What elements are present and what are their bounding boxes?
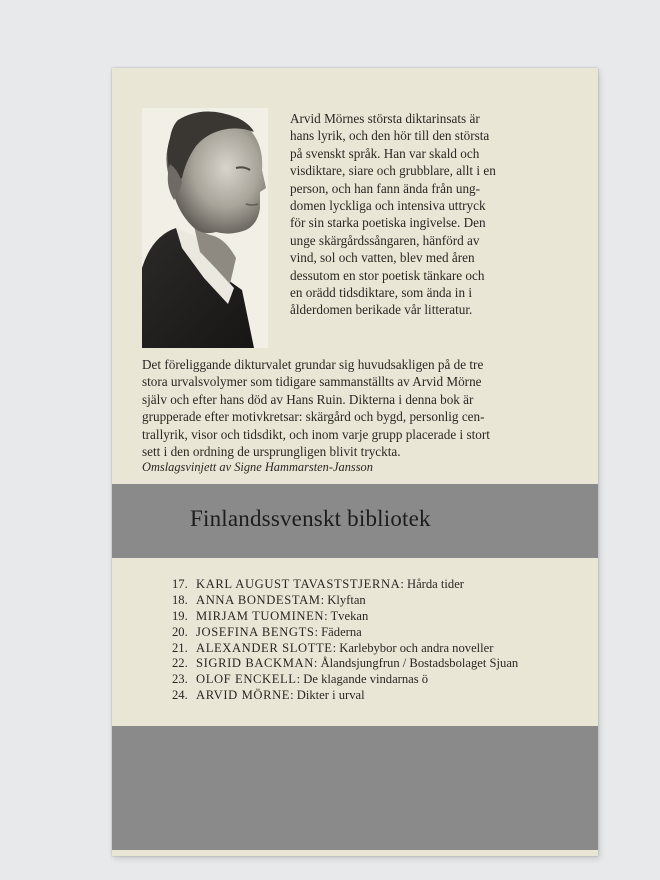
bio-line: ålderdomen berikade vår litteratur. [290, 302, 473, 318]
item-author: MIRJAM TUOMINEN [196, 608, 325, 623]
bio-line: Arvid Mörnes största diktarinsats är [290, 111, 480, 126]
item-author: ANNA BONDESTAM [196, 592, 321, 607]
description-line: sett i den ordning de ursprungligen blivit tryckta. [142, 444, 401, 460]
series-title-list [172, 577, 518, 704]
bio-line: unge skärgårdssångaren, hänförd av [290, 232, 480, 248]
description-line: trallyrik, visor och tidsdikt, och inom varje grupp placerade i stort [142, 426, 490, 442]
description-line: stora urvalsvolymer som tidigare sammanställts av Arvid Mörne [142, 374, 482, 390]
list-item: 17. KARL AUGUST TAVASTSTJERNA: Hårda tider [172, 577, 464, 591]
item-title: Hårda tider [407, 577, 464, 591]
list-item: 22. SIGRID BACKMAN: Ålandsjungfrun / Bostadsbolaget Sjuan [172, 656, 519, 671]
item-number: 21. [172, 640, 188, 655]
item-title: Karlebybor och andra noveller [339, 640, 494, 655]
list-item: 24. ARVID MÖRNE: Dikter i urval [172, 688, 365, 703]
bio-line: domen lyckliga och intensiva uttryck [290, 198, 486, 214]
description-line: grupperade efter motivkretsar: skärgård och bygd, personlig cen- [142, 409, 485, 425]
item-title: Dikter i urval [296, 688, 365, 703]
list-item: 21. ALEXANDER SLOTTE: Karlebybor och andra noveller [172, 640, 494, 655]
author-bio-text [290, 110, 582, 319]
item-title: Klyftan [327, 592, 366, 607]
bio-line: en orädd tidsdiktare, som ända in i [290, 285, 473, 301]
series-band-bottom [112, 726, 598, 850]
item-author: ALEXANDER SLOTTE [196, 640, 333, 655]
item-author: OLOF ENCKELL [196, 672, 297, 687]
item-title: Fäderna [321, 624, 362, 639]
bio-line: för sin starka poetiska ingivelse. Den [290, 215, 486, 231]
item-author: ARVID MÖRNE [196, 688, 291, 703]
item-author: JOSEFINA BENGTS [196, 624, 315, 639]
item-author: KARL AUGUST TAVASTSTJERNA [196, 577, 401, 591]
item-number: 18. [172, 592, 188, 607]
bio-line: visdiktare, siare och grubblare, allt i en [290, 163, 496, 179]
item-title: Ålandsjungfrun / Bostadsbolaget Sjuan [320, 656, 519, 671]
portrait-illustration [142, 108, 268, 348]
item-number: 23. [172, 672, 188, 687]
bio-line: på svenskt språk. Han var skald och [290, 145, 480, 161]
item-number: 24. [172, 688, 188, 703]
bio-line: person, och han fann ända från ung- [290, 180, 481, 196]
item-title: De klagande vindarnas ö [303, 672, 429, 687]
description-line: Det föreliggande dikturvalet grundar sig huvudsakligen på de tre [142, 357, 484, 372]
bio-line: hans lyrik, och den hör till den största [290, 128, 490, 144]
list-item: 20. JOSEFINA BENGTS: Fäderna [172, 624, 362, 639]
item-number: 19. [172, 608, 188, 623]
author-portrait-photo [142, 108, 268, 348]
item-number: 17. [172, 577, 188, 591]
cover-credit: Omslagsvinjett av Signe Hammarsten-Jansson [142, 460, 373, 474]
series-title: Finlandssvenskt bibliotek [190, 506, 431, 531]
list-item: 19. MIRJAM TUOMINEN: Tvekan [172, 608, 369, 623]
item-author: SIGRID BACKMAN [196, 656, 314, 671]
bio-line: dessutom en stor poetisk tänkare och [290, 267, 485, 283]
item-number: 20. [172, 624, 188, 639]
bio-line: vind, sol och vatten, blev med åren [290, 250, 475, 266]
list-item: 23. OLOF ENCKELL: De klagande vindarnas ö [172, 672, 429, 687]
list-item: 18. ANNA BONDESTAM: Klyftan [172, 592, 366, 607]
book-description [142, 356, 584, 460]
description-line: själv och efter hans död av Hans Ruin. Dikterna i denna bok är [142, 391, 474, 407]
item-title: Tvekan [330, 608, 369, 623]
item-number: 22. [172, 656, 188, 671]
